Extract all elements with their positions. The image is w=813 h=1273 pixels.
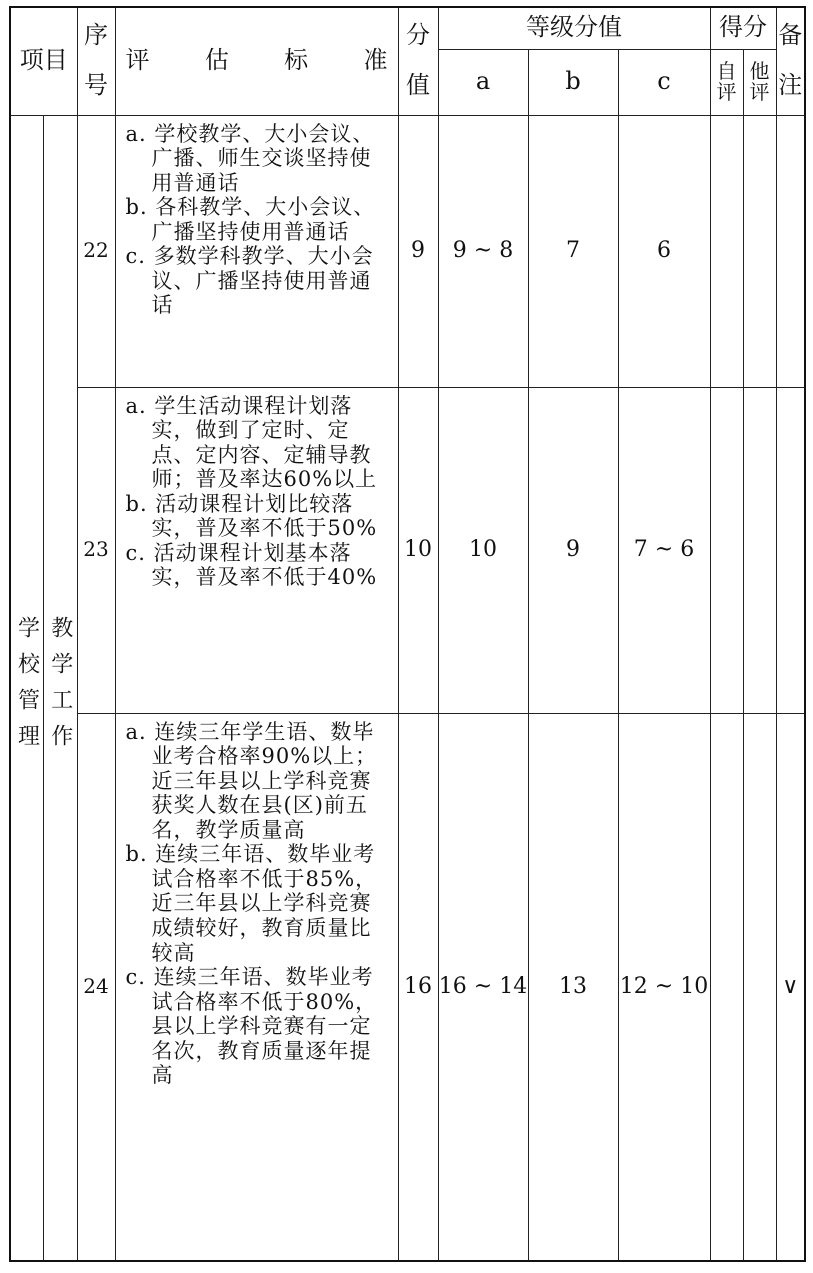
- header-seq: [77, 7, 115, 115]
- row-grade-a: 16 ~ 14: [438, 713, 528, 1261]
- header-row-1: [10, 7, 805, 49]
- row-grade-c: 7 ~ 6: [618, 387, 710, 713]
- row-seq: 24: [77, 713, 115, 1261]
- row-grade-a: 10: [438, 387, 528, 713]
- row-other-eval[interactable]: [743, 115, 776, 387]
- header-seq-top: 序: [84, 21, 108, 50]
- header-score-bottom: 值: [406, 71, 430, 100]
- criteria-item-c: c. 连续三年语、数毕业考试合格率不低于80%，县以上学科竞赛有一定名次，教育质量逐年提高: [125, 965, 378, 1088]
- header-grade-a: a: [438, 49, 528, 115]
- header-grade-title: 等级分值: [438, 7, 710, 49]
- row-criteria: [115, 387, 398, 713]
- category-main: 学校管理: [14, 615, 40, 760]
- criteria-item-b: b. 活动课程计划比较落实，普及率不低于50%: [125, 491, 378, 541]
- header-score-top: 分: [406, 21, 430, 50]
- row-criteria: [115, 115, 398, 387]
- row-note: [776, 115, 805, 387]
- criteria-item-a: a. 学校教学、大小会议、广播、师生交谈坚持使用普通话: [125, 121, 375, 195]
- header-standard-char-4: 准: [363, 46, 388, 75]
- table-row: [10, 115, 805, 387]
- criteria-item-a: a. 连续三年学生语、数毕业考合格率90%以上；近三年县以上学科竞赛获奖人数在县(区)前五名，教学质量高: [125, 719, 378, 842]
- category-sub: 教学工作: [47, 615, 73, 760]
- header-seq-bottom: 号: [84, 71, 108, 100]
- row-criteria: [115, 713, 398, 1261]
- row-score: 9: [398, 115, 438, 387]
- row-grade-b: 7: [528, 115, 618, 387]
- row-score: 16: [398, 713, 438, 1261]
- header-self-eval-text: 自评: [716, 59, 737, 104]
- header-project: 项目: [10, 7, 77, 115]
- table-row: [10, 387, 805, 713]
- header-standard: [115, 7, 398, 115]
- header-standard-char-1: 评: [125, 46, 150, 75]
- criteria-item-c: c. 多数学科教学、大小会议、广播坚持使用普通话: [125, 244, 374, 318]
- header-self-eval: [710, 49, 743, 115]
- category-sub-cell: [43, 115, 77, 1261]
- criteria-item-c: c. 活动课程计划基本落实，普及率不低于40%: [125, 540, 378, 590]
- row-note: [776, 387, 805, 713]
- evaluation-table: [9, 6, 806, 1262]
- row-self-eval[interactable]: [710, 387, 743, 713]
- row-grade-c: 6: [618, 115, 710, 387]
- header-standard-char-3: 标: [284, 46, 309, 75]
- row-grade-b: 13: [528, 713, 618, 1261]
- header-other-eval: [743, 49, 776, 115]
- criteria-item-b: b. 各科教学、大小会议、广播坚持使用普通话: [125, 195, 376, 244]
- row-self-eval[interactable]: [710, 115, 743, 387]
- header-got-title: 得分: [710, 7, 776, 49]
- header-standard-char-2: 估: [204, 46, 229, 75]
- category-main-cell: [10, 115, 43, 1261]
- criteria-item-b: b. 连续三年语、数毕业考试合格率不低于85%，近三年县以上学科竞赛成绩较好，教育质量比较高: [125, 842, 378, 965]
- header-note-top: 备: [778, 21, 803, 50]
- row-other-eval[interactable]: [743, 713, 776, 1261]
- row-grade-a: 9 ~ 8: [438, 115, 528, 387]
- header-other-eval-text: 他评: [749, 59, 770, 104]
- header-grade-c: c: [618, 49, 710, 115]
- row-grade-b: 9: [528, 387, 618, 713]
- row-other-eval[interactable]: [743, 387, 776, 713]
- row-seq: 23: [77, 387, 115, 713]
- header-grade-b: b: [528, 49, 618, 115]
- row-score: 10: [398, 387, 438, 713]
- header-note: [776, 7, 805, 115]
- row-seq: 22: [77, 115, 115, 387]
- row-self-eval[interactable]: [710, 713, 743, 1261]
- row-grade-c: 12 ~ 10: [618, 713, 710, 1261]
- row-note-check-icon: ∨: [776, 713, 805, 1261]
- header-note-bottom: 注: [778, 71, 803, 100]
- criteria-item-a: a. 学生活动课程计划落实，做到了定时、定点、定内容、定辅导教师；普及率达60%以上: [125, 393, 378, 492]
- table-row: [10, 713, 805, 1261]
- header-score: [398, 7, 438, 115]
